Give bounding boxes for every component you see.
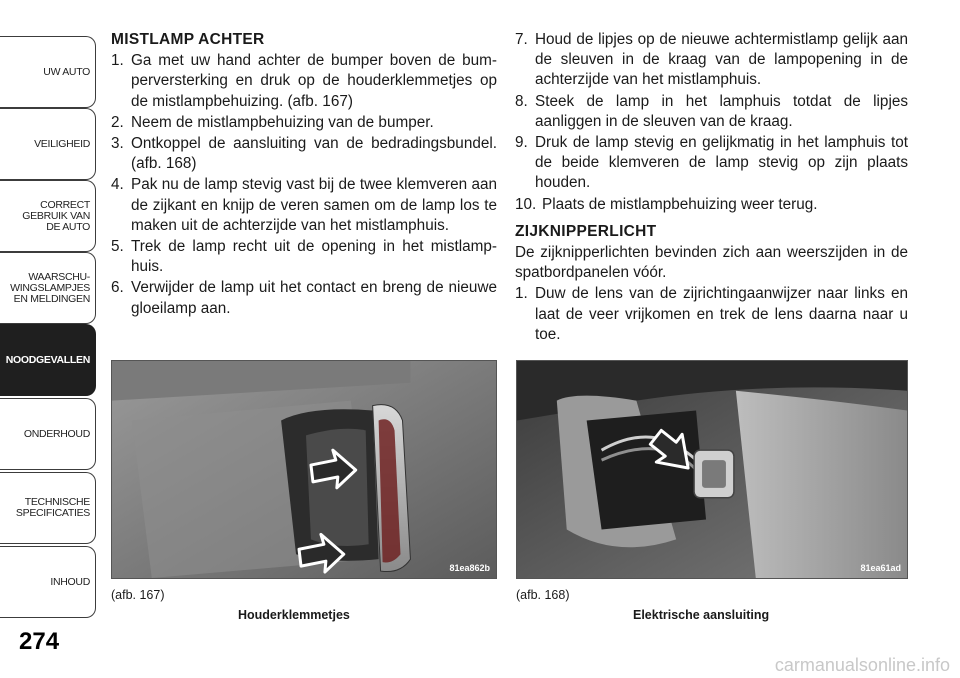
tab-label: VEILIGHEID	[34, 137, 90, 150]
list-item	[515, 30, 908, 91]
step-text: Steek de lamp in het lamphuis totdat de lipjes aanliggen in de sleuven van de kraag.	[535, 92, 908, 130]
step-number: 10.	[515, 195, 537, 213]
section-heading-mistlamp: MISTLAMP ACHTER	[111, 31, 265, 48]
step-number: 9.	[515, 134, 528, 152]
step-text: Plaats de mistlampbehuizing weer terug.	[542, 195, 818, 213]
tab-noodgevallen[interactable]	[0, 324, 96, 396]
step-text: Pak nu de lamp stevig vast bij de twee klemveren aan de zijkant en knijp de veren samen om de lamp los te maken uit de achterzijde van het mistlamphuis.	[131, 176, 497, 234]
list-item	[515, 284, 908, 345]
tab-label: CORRECT GEBRUIK VAN DE AUTO	[22, 198, 90, 233]
tab-uw-auto[interactable]	[0, 36, 96, 108]
step-text: Ga met uw hand achter de bumper boven de bumperversterking en druk op de houderklemmetjes op de mistlampbehuizing. (afb. 167)	[131, 52, 497, 110]
step-text: Houd de lipjes op de nieuwe achtermistlamp gelijk aan de sleuven in de kraag van de lampopening in de achterzijde van het mistlamphuis.	[535, 31, 908, 89]
tab-correct-gebruik[interactable]	[0, 180, 96, 252]
figure-code: 81ea61ad	[860, 563, 901, 573]
step-number: 6.	[111, 279, 124, 297]
fog-lamp-housing-illustration	[112, 361, 496, 578]
tab-label: INHOUD	[50, 575, 90, 588]
figure-167-photo	[111, 360, 497, 579]
list-item	[111, 278, 497, 318]
tab-label: NOODGEVALLEN	[5, 353, 90, 366]
step-text: Neem de mistlampbehuizing van de bumper.	[131, 113, 434, 131]
right-column	[515, 30, 908, 346]
step-number: 3.	[111, 135, 124, 153]
figure-168-number: (afb. 168)	[516, 588, 570, 602]
figure-168-title: Elektrische aansluiting	[633, 608, 770, 622]
section-heading-zijknipperlicht: ZIJKNIPPERLICHT	[515, 222, 657, 240]
step-text: Duw de lens van de zijrichtingaanwijzer naar links en laat de veer vrijkomen en trek de lens daarna naar u toe.	[535, 285, 908, 343]
electrical-connector-illustration	[517, 361, 907, 578]
list-item	[515, 133, 908, 194]
tab-label: WAARSCHU- WINGSLAMPJES EN MELDINGEN	[10, 270, 90, 305]
step-number: 1.	[111, 52, 124, 70]
tab-inhoud[interactable]	[0, 546, 96, 618]
step-number: 5.	[111, 238, 124, 256]
step-number: 7.	[515, 31, 528, 48]
list-item	[515, 195, 908, 215]
list-item	[111, 51, 497, 112]
tab-waarschuwingslampjes[interactable]	[0, 252, 96, 324]
figure-code: 81ea862b	[449, 563, 490, 573]
step-number: 2.	[111, 113, 124, 131]
intro-paragraph: De zijknipperlichten bevinden zich aan weerszijden in de spatbordpanelen vóór.	[515, 244, 908, 282]
step-number: 4.	[111, 176, 124, 194]
step-number: 8.	[515, 92, 528, 110]
list-item	[111, 113, 497, 133]
list-item	[111, 175, 497, 236]
watermark-text: carmanualsonline.info	[774, 655, 950, 675]
tab-technische-specificaties[interactable]	[0, 472, 96, 544]
tab-onderhoud[interactable]	[0, 398, 96, 470]
step-number: 1.	[515, 285, 528, 303]
tab-veiligheid[interactable]	[0, 108, 96, 180]
list-item	[515, 92, 908, 132]
list-item	[111, 134, 497, 174]
step-text: Ontkoppel de aansluiting van de bedradingsbundel. (afb. 168)	[131, 135, 497, 173]
tab-label: TECHNISCHE SPECIFICATIES	[15, 496, 90, 519]
tab-label: UW AUTO	[43, 65, 90, 78]
step-text: Verwijder de lamp uit het contact en breng de nieuwe gloeilamp aan.	[131, 279, 497, 317]
page-number: 274	[19, 628, 60, 655]
left-column	[111, 30, 497, 320]
list-item	[111, 237, 497, 277]
figure-168-photo	[516, 360, 908, 579]
figure-167-number: (afb. 167)	[111, 588, 165, 602]
step-text: Druk de lamp stevig en gelijkmatig in het lamphuis tot de beide klemveren de lamp stevig op zijn plaats houden.	[535, 134, 908, 192]
figure-167-title: Houderklemmetjes	[238, 608, 350, 622]
chapter-tab-rail	[0, 0, 98, 678]
step-text: Trek de lamp recht uit de opening in het mistlamphuis.	[131, 238, 497, 276]
tab-label: ONDERHOUD	[23, 427, 90, 440]
